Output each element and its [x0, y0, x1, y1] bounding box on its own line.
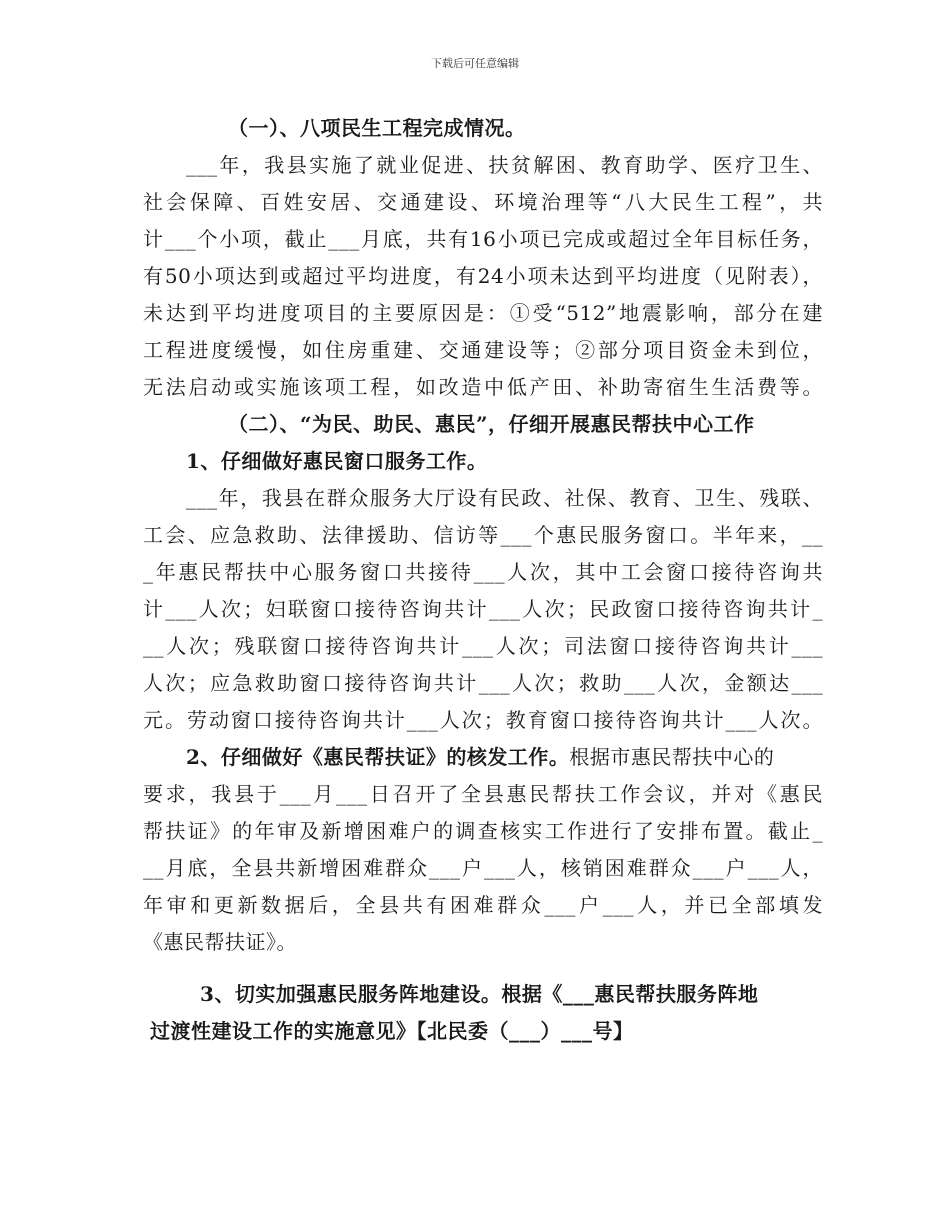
paragraph-line: 《惠民帮扶证》。 [143, 930, 297, 954]
paragraph-line: 年审和更新数据后，全县共有困难群众___户___人，并已全部填发 [143, 893, 823, 917]
subsection-heading-2: 2、仔细做好《惠民帮扶证》的核发工作。 [186, 745, 570, 769]
paragraph-line: 计___人次；妇联窗口接待咨询共计___人次；民政窗口接待咨询共计_ [143, 597, 823, 621]
paragraph-line: 帮扶证》的年审及新增困难户的调查核实工作进行了安排布置。截止_ [143, 819, 823, 843]
paragraph-line: __月底，全县共新增困难群众___户___人，核销困难群众___户___人， [143, 856, 823, 880]
paragraph-line: 工程进度缓慢，如住房重建、交通建设等；②部分项目资金未到位， [143, 338, 823, 362]
paragraph-line: 未达到平均进度项目的主要原因是：①受“512”地震影响，部分在建 [143, 301, 823, 325]
paragraph-text: 根据市惠民帮扶中心的 [569, 745, 775, 769]
paragraph-line: 无法启动或实施该项工程，如改造中低产田、补助寄宿生生活费等。 [143, 375, 823, 399]
page-header-note: 下载后可任意编辑 [431, 57, 519, 70]
subsection-heading-1: 1、仔细做好惠民窗口服务工作。 [186, 449, 488, 473]
paragraph-line: 计___个小项，截止___月底，共有16小项已完成或超过全年目标任务， [143, 227, 823, 251]
section-heading-1: （一）、八项民生工程完成情况。 [228, 116, 526, 140]
paragraph-line: 人次；应急救助窗口接待咨询共计___人次；救助___人次，金额达___ [143, 671, 823, 695]
paragraph-line: 要求，我县于___月___日召开了全县惠民帮扶工作会议，并对《惠民 [143, 782, 823, 806]
paragraph-line: 工会、应急救助、法律援助、信访等___个惠民服务窗口。半年来，__ [143, 523, 823, 547]
paragraph-line: 社会保障、百姓安居、交通建设、环境治理等“八大民生工程”，共 [143, 190, 823, 214]
subsection-heading-3-cont: 过渡性建设工作的实施意见》【北民委（___）___号】 [150, 1019, 634, 1043]
paragraph-line: _年惠民帮扶中心服务窗口共接待___人次，其中工会窗口接待咨询共 [143, 560, 823, 584]
paragraph-line: ___年，我县实施了就业促进、扶贫解困、教育助学、医疗卫生、 [186, 153, 823, 177]
section-heading-2: （二）、“为民、助民、惠民”，仔细开展惠民帮扶中心工作 [228, 412, 755, 436]
subsection-heading-3: 3、切实加强惠民服务阵地建设。根据《___惠民帮扶服务阵地 [200, 982, 759, 1006]
paragraph-line: 有50小项达到或超过平均进度，有24小项未达到平均进度（见附表）， [143, 264, 823, 288]
paragraph-line: __人次；残联窗口接待咨询共计___人次；司法窗口接待咨询共计___ [143, 634, 823, 658]
paragraph-line: 元。劳动窗口接待咨询共计___人次；教育窗口接待咨询共计___人次。 [143, 708, 823, 732]
subsection-2-line [186, 743, 823, 771]
paragraph-line: ___年，我县在群众服务大厅设有民政、社保、教育、卫生、残联、 [186, 486, 823, 510]
